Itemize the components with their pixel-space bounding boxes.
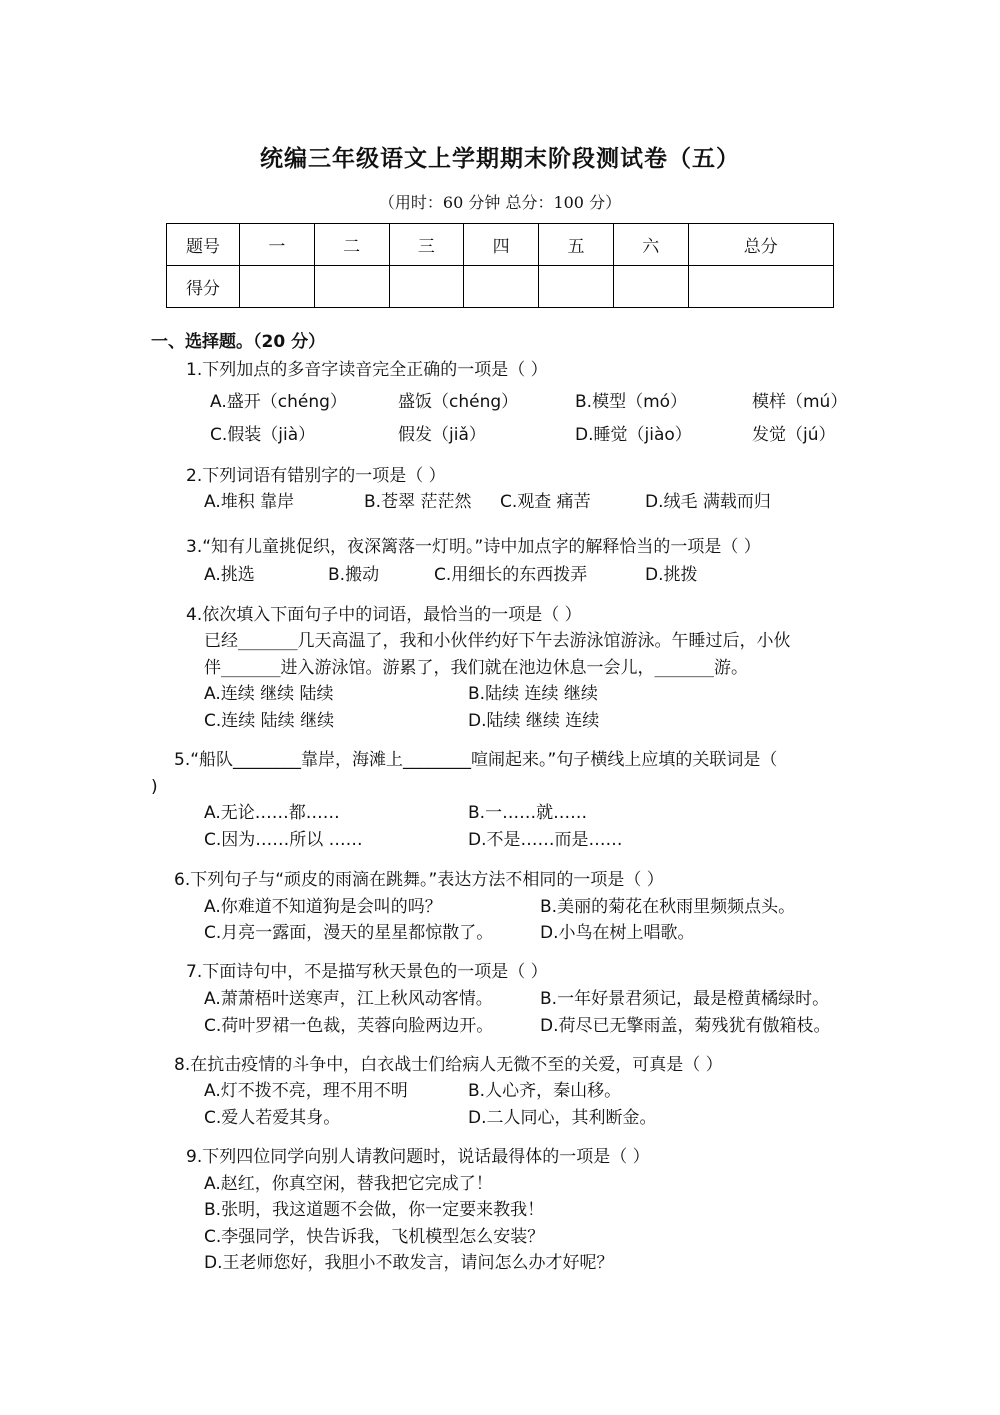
question-4-option[interactable]: A.连续 继续 陆续 <box>204 684 334 704</box>
question-9-option[interactable]: A.赵红，你真空闲，替我把它完成了！ <box>204 1174 493 1194</box>
question-7-option[interactable]: D.荷尽已无擎雨盖，菊残犹有傲箱枝。 <box>540 1016 831 1036</box>
question-1-option[interactable]: B.模型（mó） <box>575 392 688 412</box>
question-1-option[interactable]: C.假装（jià） <box>210 425 316 445</box>
score-table-cell: 四 <box>464 224 539 266</box>
question-4-option[interactable]: D.陆续 继续 连续 <box>468 711 600 731</box>
question-6-option[interactable]: A.你难道不知道狗是会叫的吗？ <box>204 897 442 917</box>
question-9-option[interactable]: C.李强同学，快告诉我，飞机模型怎么安装？ <box>204 1227 545 1247</box>
question-5-stem: 5.“船队________靠岸，海滩上________喧闹起来。”句子横线上应填的关联词是（ <box>174 750 778 770</box>
question-6-option[interactable]: D.小鸟在树上唱歌。 <box>540 923 695 943</box>
question-4-passage-line: 已经_______几天高温了，我和小伙伴约好下午去游泳馆游泳。午睡过后，小伙 <box>204 631 791 651</box>
score-table-cell: 五 <box>539 224 614 266</box>
question-8-option[interactable]: D.二人同心，其利断金。 <box>468 1108 657 1128</box>
question-4-stem: 4.依次填入下面句子中的词语，最恰当的一项是（ ） <box>186 605 582 625</box>
exam-subtitle: （用时：60 分钟 总分：100 分） <box>378 193 622 212</box>
question-9-option[interactable]: D.王老师您好，我胆小不敢发言，请问怎么办才好呢？ <box>204 1253 614 1273</box>
question-2-option[interactable]: B.苍翠 茫茫然 <box>364 492 472 512</box>
question-7-stem: 7.下面诗句中，不是描写秋天景色的一项是（ ） <box>186 962 548 982</box>
question-4-option[interactable]: C.连续 陆续 继续 <box>204 711 335 731</box>
score-table-cell: 一 <box>240 224 315 266</box>
question-3-option[interactable]: A.挑选 <box>204 565 255 585</box>
question-1-option[interactable]: 假发（jiǎ） <box>398 425 486 445</box>
question-5-stem-end: ) <box>151 777 158 797</box>
page-title: 统编三年级语文上学期期末阶段测试卷（五） <box>260 146 740 172</box>
score-table-score-row <box>167 266 834 308</box>
question-5-option[interactable]: D.不是……而是…… <box>468 830 623 850</box>
score-table-header-row <box>167 224 834 266</box>
score-input-cell[interactable] <box>464 266 539 308</box>
question-3-stem: 3.“知有儿童挑促织，夜深篱落一灯明。”诗中加点字的解释恰当的一项是（ ） <box>186 537 761 557</box>
question-2-option[interactable]: A.堆积 靠岸 <box>204 492 295 512</box>
score-input-cell[interactable] <box>389 266 464 308</box>
question-1-option[interactable]: 模样（mú） <box>752 392 848 412</box>
question-2-stem: 2.下列词语有错别字的一项是（ ） <box>186 466 446 486</box>
question-7-option[interactable]: A.萧萧梧叶送寒声，江上秋风动客情。 <box>204 989 493 1009</box>
question-6-option[interactable]: B.美丽的菊花在秋雨里频频点头。 <box>540 897 796 917</box>
question-1-option[interactable]: A.盛开（chéng） <box>210 392 347 412</box>
score-input-cell[interactable] <box>314 266 389 308</box>
question-9-option[interactable]: B.张明，我这道题不会做，你一定要来教我！ <box>204 1200 545 1220</box>
score-input-cell[interactable] <box>539 266 614 308</box>
question-6-stem: 6.下列句子与“顽皮的雨滴在跳舞。”表达方法不相同的一项是（ ） <box>174 870 664 890</box>
question-3-option[interactable]: B.搬动 <box>328 565 380 585</box>
question-7-option[interactable]: C.荷叶罗裙一色裁，芙蓉向脸两边开。 <box>204 1016 494 1036</box>
score-table-cell: 二 <box>314 224 389 266</box>
score-input-cell[interactable] <box>688 266 833 308</box>
question-6-option[interactable]: C.月亮一露面，漫天的星星都惊散了。 <box>204 923 494 943</box>
question-8-option[interactable]: A.灯不拨不亮，理不用不明 <box>204 1081 408 1101</box>
score-input-cell[interactable] <box>613 266 688 308</box>
question-9-stem: 9.下列四位同学向别人请教问题时，说话最得体的一项是（ ） <box>186 1147 650 1167</box>
question-8-option[interactable]: C.爱人若爱其身。 <box>204 1108 341 1128</box>
score-table <box>166 223 834 308</box>
score-table-cell: 六 <box>613 224 688 266</box>
question-1-option[interactable]: 发觉（jú） <box>752 425 836 445</box>
score-table-cell: 三 <box>389 224 464 266</box>
question-3-option[interactable]: C.用细长的东西拨弄 <box>434 565 588 585</box>
question-8-stem: 8.在抗击疫情的斗争中，白衣战士们给病人无微不至的关爱，可真是（ ） <box>174 1055 723 1075</box>
question-5-option[interactable]: A.无论……都…… <box>204 803 340 823</box>
question-8-option[interactable]: B.人心齐，秦山移。 <box>468 1081 622 1101</box>
score-input-cell[interactable] <box>240 266 315 308</box>
question-4-passage-line: 伴_______进入游泳馆。游累了，我们就在池边休息一会儿，_______游。 <box>204 658 748 678</box>
question-4-option[interactable]: B.陆续 连续 继续 <box>468 684 598 704</box>
score-row-label: 得分 <box>167 266 240 308</box>
section-heading: 一、选择题。（20 分） <box>151 332 326 352</box>
question-1-option[interactable]: 盛饭（chéng） <box>398 392 519 412</box>
score-table-cell: 总分 <box>688 224 833 266</box>
question-5-option[interactable]: C.因为……所以 …… <box>204 830 363 850</box>
question-2-option[interactable]: D.绒毛 满载而归 <box>645 492 771 512</box>
question-2-option[interactable]: C.观查 痛苦 <box>500 492 591 512</box>
score-table-cell: 题号 <box>167 224 240 266</box>
question-1-option[interactable]: D.睡觉（jiào） <box>575 425 692 445</box>
question-1-stem: 1.下列加点的多音字读音完全正确的一项是（ ） <box>186 360 548 380</box>
question-7-option[interactable]: B.一年好景君须记，最是橙黄橘绿时。 <box>540 989 830 1009</box>
question-5-option[interactable]: B.一……就…… <box>468 803 588 823</box>
question-3-option[interactable]: D.挑拨 <box>645 565 698 585</box>
